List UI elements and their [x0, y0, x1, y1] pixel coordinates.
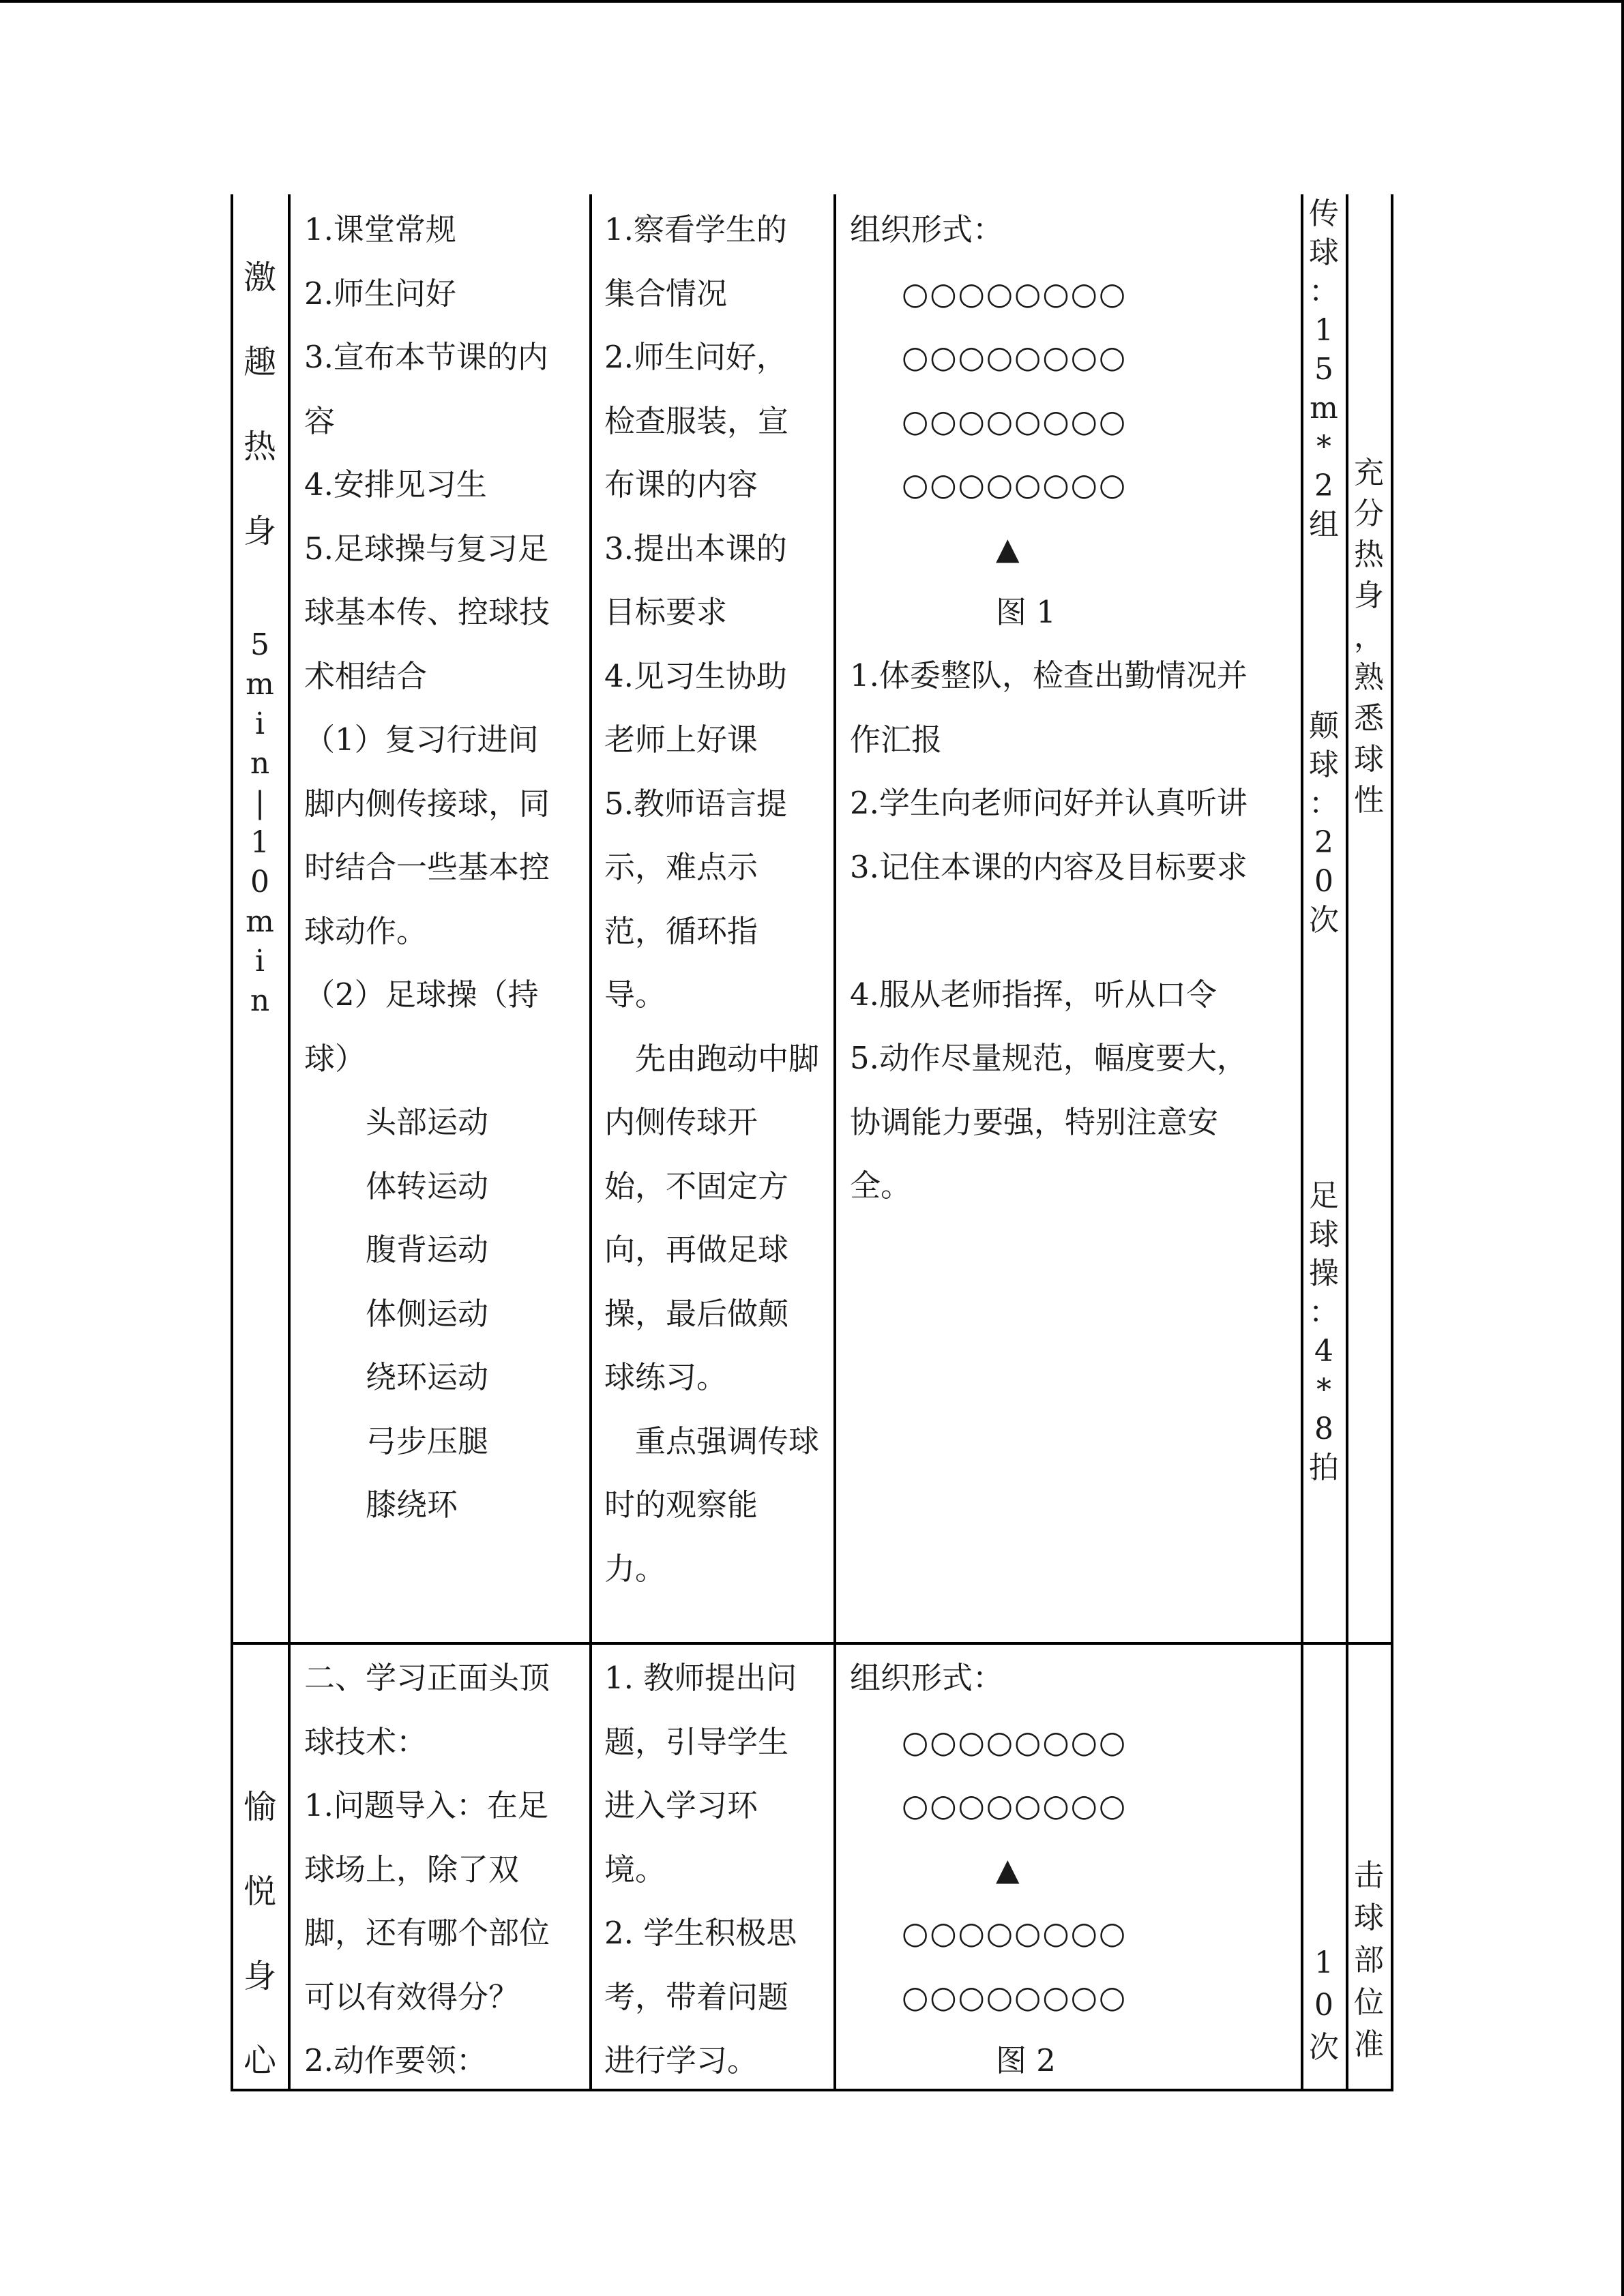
teacher-line: 题，引导学生 [604, 1723, 789, 1760]
content-line: 体侧运动 [304, 1295, 489, 1332]
load-char: 球 [1309, 1217, 1339, 1252]
content-line: 容 [304, 402, 336, 439]
teacher-position-icon: ▲ [996, 1851, 1020, 1888]
time-char: i [254, 706, 265, 741]
load-char: 球 [1309, 747, 1339, 782]
section2-content [304, 1646, 550, 2093]
content-line: 体转运动 [304, 1167, 489, 1204]
content-line: 脚内侧传接球，同 [304, 785, 550, 822]
teacher-line: 老师上好课 [604, 721, 758, 758]
teacher-line: 始，不固定方 [604, 1167, 789, 1204]
teacher-line: 4.见习生协助 [604, 657, 787, 694]
content-line: 膝绕环 [304, 1487, 458, 1523]
teacher-line: 境。 [604, 1851, 666, 1888]
phase-char: 愉 [243, 1788, 276, 1826]
load-char: 5 [1314, 352, 1333, 387]
section2-load [1303, 1942, 1344, 2069]
teacher-line: 集合情况 [604, 275, 728, 312]
table-divider [833, 194, 836, 2091]
time-char: m [246, 667, 274, 702]
load-char: 拍 [1309, 1450, 1339, 1485]
section1-load-pass [1303, 194, 1344, 544]
content-line: 可以有效得分？ [304, 1978, 520, 2015]
goal-char: 击 [1354, 1858, 1384, 1893]
content-line: 球） [304, 1040, 366, 1077]
load-char: 操 [1309, 1256, 1339, 1291]
student-line: 作汇报 [850, 721, 943, 758]
content-line: 1.问题导入：在足 [304, 1787, 548, 1823]
table-border-right [1391, 194, 1393, 2091]
load-char: ： [1309, 786, 1339, 821]
content-line: 2.师生问好 [304, 275, 456, 312]
section2-phase [233, 1765, 287, 2103]
load-char: 1 [1314, 313, 1333, 348]
time-char: 1 [250, 825, 269, 860]
goal-char: 准 [1354, 2027, 1384, 2062]
content-line: 二、学习正面头顶 [304, 1660, 550, 1696]
figure-caption: 图 1 [996, 594, 1056, 630]
teacher-line: 5.教师语言提 [604, 785, 787, 822]
phase-char: 趣 [243, 343, 276, 381]
student-formation-row: ○○○○○○○○ [902, 339, 1127, 375]
time-char: 0 [250, 865, 269, 899]
section1-content [304, 198, 550, 1537]
goal-char: 部 [1354, 1943, 1384, 1978]
goal-char: 熟 [1354, 660, 1384, 695]
load-char: 4 [1314, 1334, 1333, 1369]
section1-load-juggle [1303, 706, 1344, 940]
goal-char: 球 [1354, 1900, 1384, 1935]
student-formation-row: ○○○○○○○○ [902, 1915, 1127, 1951]
load-char: 0 [1314, 1988, 1333, 2023]
phase-char: 身 [243, 512, 276, 550]
goal-char: 热 [1354, 537, 1384, 572]
teacher-position-icon: ▲ [996, 530, 1020, 567]
student-formation-row: ○○○○○○○○ [902, 402, 1127, 439]
student-line: 1.体委整队，检查出勤情况并 [850, 657, 1247, 694]
student-line: 3.记住本课的内容及目标要求 [850, 848, 1247, 885]
load-char: 足 [1309, 1178, 1339, 1213]
load-char: 组 [1309, 507, 1339, 542]
student-line: 协调能力要强，特别注意安 [850, 1103, 1219, 1140]
teacher-line: 重点强调传球 [604, 1422, 820, 1459]
teacher-line: 1. 教师提出问 [604, 1660, 797, 1696]
load-char: 2 [1314, 825, 1333, 860]
time-char: | [254, 786, 265, 820]
teacher-line: 布课的内容 [604, 466, 758, 503]
student-formation-row: ○○○○○○○○ [902, 275, 1127, 312]
teacher-line: 球练习。 [604, 1359, 728, 1395]
load-char: 次 [1309, 903, 1339, 938]
phase-char: 激 [243, 258, 276, 297]
section2-goal [1348, 1855, 1389, 2066]
teacher-line: 向，再做足球 [604, 1232, 789, 1268]
page-top-border [0, 0, 1624, 3]
table-divider [288, 194, 291, 2091]
student-line: 4.服从老师指挥，听从口令 [850, 976, 1217, 1013]
page-right-border [1621, 0, 1624, 2296]
load-char: m [1310, 391, 1338, 426]
load-char: 颠 [1309, 709, 1339, 743]
load-char: 2 [1314, 468, 1333, 503]
teacher-line: 3.提出本课的 [604, 530, 787, 567]
teacher-line: 目标要求 [604, 594, 728, 630]
content-line: 绕环运动 [304, 1359, 489, 1395]
teacher-line: 示，难点示 [604, 849, 758, 885]
load-char: 8 [1314, 1412, 1333, 1446]
goal-char: 身 [1354, 578, 1384, 613]
content-line: 时结合一些基本控 [304, 849, 550, 885]
student-line: 全。 [850, 1167, 912, 1204]
phase-char: 悦 [243, 1873, 276, 1911]
teacher-line: 内侧传球开 [604, 1104, 758, 1140]
load-char: * [1316, 1373, 1331, 1407]
load-char: ： [1309, 274, 1339, 309]
teacher-line: 考，带着问题 [604, 1978, 789, 2015]
content-line: 球场上，除了双 [304, 1851, 520, 1888]
student-formation-row: ○○○○○○○○ [902, 1978, 1127, 2015]
goal-char: 分 [1354, 496, 1384, 531]
teacher-line: 进行学习。 [604, 2042, 758, 2078]
content-line: 弓步压腿 [304, 1422, 489, 1459]
student-formation-row: ○○○○○○○○ [902, 1787, 1127, 1823]
content-line: 术相结合 [304, 657, 428, 694]
teacher-line: 2. 学生积极思 [604, 1915, 797, 1951]
load-char: 0 [1314, 864, 1333, 899]
content-line: 球基本传、控球技 [304, 594, 550, 630]
goal-char: 充 [1354, 456, 1384, 490]
teacher-line: 先由跑动中脚 [604, 1040, 820, 1077]
teacher-line: 力。 [604, 1550, 666, 1587]
load-char: 次 [1309, 2030, 1339, 2065]
student-formation-row: ○○○○○○○○ [902, 466, 1127, 503]
section1-time [233, 625, 287, 1021]
org-title: 组织形式： [850, 1660, 1004, 1696]
time-char: m [246, 904, 274, 939]
goal-char: 悉 [1354, 701, 1384, 736]
content-line: 脚，还有哪个部位 [304, 1915, 550, 1951]
load-char: ： [1309, 1295, 1339, 1330]
teacher-line: 导。 [604, 976, 666, 1013]
teacher-line: 2.师生问好， [604, 339, 787, 375]
section1-load-drill [1303, 1176, 1344, 1487]
student-line: 5.动作尽量规范，幅度要大， [850, 1040, 1247, 1076]
content-line: 球动作。 [304, 912, 428, 949]
goal-char: 球 [1354, 742, 1384, 777]
teacher-line: 检查服装，宣 [604, 402, 789, 439]
content-line: 4.安排见习生 [304, 466, 487, 503]
content-line: （1）复习行进间 [304, 721, 539, 758]
figure-caption: 图 2 [996, 2042, 1056, 2078]
section2-org-diagram [850, 1646, 1127, 2093]
content-line: 球技术： [304, 1723, 428, 1760]
section1-goal [1348, 453, 1389, 821]
content-line: 5.足球操与复习足 [304, 530, 548, 567]
phase-char: 心 [243, 2042, 276, 2080]
content-line: 1.课堂常规 [304, 211, 456, 248]
time-char: i [254, 944, 265, 979]
student-formation-row: ○○○○○○○○ [902, 1723, 1127, 1760]
table-divider [589, 194, 592, 2091]
row-divider [231, 1642, 1393, 1645]
teacher-line: 时的观察能 [604, 1487, 758, 1523]
phase-char: 热 [243, 428, 276, 466]
student-line: 2.学生向老师问好并认真听讲 [850, 785, 1247, 821]
load-char: 球 [1309, 235, 1339, 270]
section1-phase [233, 235, 287, 573]
time-char: n [250, 983, 270, 1018]
load-char: 传 [1309, 196, 1339, 231]
goal-char: 位 [1354, 1985, 1384, 2020]
teacher-line: 操，最后做颠 [604, 1295, 789, 1332]
section1-student [850, 644, 1247, 1218]
student-line [850, 899, 1247, 963]
goal-char: 性 [1354, 783, 1384, 818]
goal-char: ， [1354, 619, 1384, 654]
phase-char: 身 [243, 1957, 276, 1995]
teacher-line: 进入学习环 [604, 1787, 758, 1823]
content-line: 3.宣布本节课的内 [304, 339, 548, 375]
teacher-line: 1.察看学生的 [604, 211, 787, 248]
org-title: 组织形式： [850, 211, 1004, 248]
load-char: 1 [1314, 1945, 1333, 1980]
section2-teacher [604, 1646, 797, 2093]
content-line: （2）足球操（持 [304, 976, 539, 1013]
content-line: 2.动作要领： [304, 2042, 487, 2078]
content-line: 腹背运动 [304, 1232, 489, 1268]
section1-org-diagram [850, 198, 1127, 644]
time-char: n [250, 746, 270, 781]
time-char: 5 [250, 627, 269, 662]
load-char: * [1316, 430, 1331, 464]
content-line: 头部运动 [304, 1104, 489, 1140]
teacher-line: 范，循环指 [604, 912, 758, 949]
section1-teacher [604, 198, 819, 1600]
